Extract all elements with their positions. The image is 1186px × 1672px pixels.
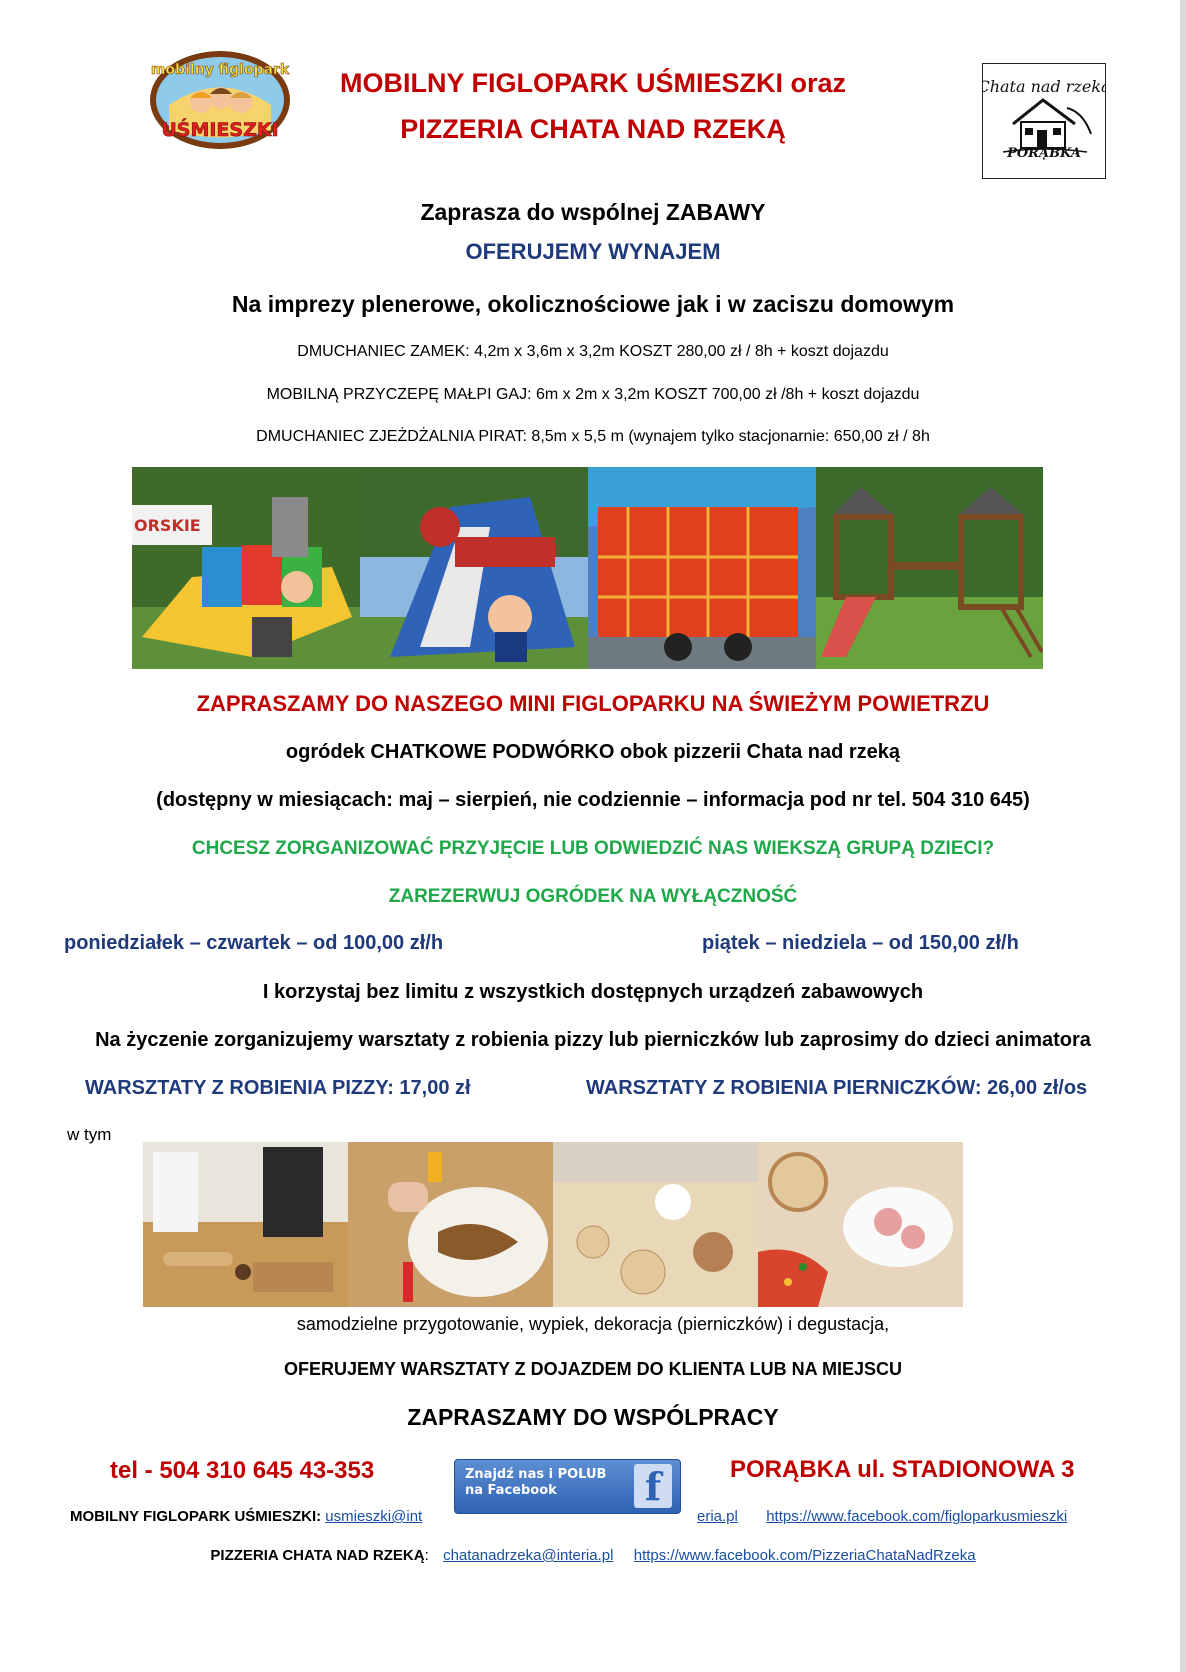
garden-availability: (dostępny w miesiącach: maj – sierpień, nie codziennie – informacja pod nr tel. 504 310 645)	[156, 789, 1030, 811]
garden-headline: ZAPRASZAMY DO NASZEGO MINI FIGLOPARKU NA ŚWIEŻYM POWIETRZU	[196, 691, 990, 716]
banner-text: ORSKIE	[134, 516, 201, 535]
figlopark-contact-row-right	[697, 1508, 1067, 1525]
chata-nad-rzeka-logo	[982, 63, 1106, 179]
reserve-text: ZAREZERWUJ OGRÓDEK NA WYŁĄCZNOŚĆ	[388, 886, 798, 907]
figlopark-facebook-link[interactable]: https://www.facebook.com/figloparkusmieszki	[766, 1508, 1068, 1525]
playground-photo	[816, 467, 1043, 669]
offer-heading: OFERUJEMY WYNAJEM	[465, 239, 721, 264]
logo-right-bottom-text: PORĄBKA	[1007, 146, 1081, 161]
facebook-button-label: Znajdź nas i POLUB na Facebook	[465, 1467, 607, 1498]
pirate-slide-photo	[360, 467, 588, 669]
facebook-like-button[interactable]	[454, 1459, 681, 1514]
pizzeria-facebook-link[interactable]: https://www.facebook.com/PizzeriaChataNadRzeka	[633, 1547, 976, 1564]
group-question: CHCESZ ZORGANIZOWAĆ PRZYJĘCIE LUB ODWIEDZIĆ NAS WIEKSZĄ GRUPĄ DZIECI?	[191, 838, 995, 859]
title-line-1: MOBILNY FIGLOPARK UŚMIESZKI oraz	[339, 68, 847, 98]
workshop-gingerbread-price: WARSZTATY Z ROBIENIA PIERNICZKÓW: 26,00 zł/os	[586, 1077, 1088, 1099]
workshop-offer: OFERUJEMY WARSZTATY Z DOJAZDEM DO KLIENTA LUB NA MIEJSCU	[283, 1359, 903, 1379]
monkey-grove-trailer-photo	[588, 467, 816, 669]
gingerbread-decorating-photo	[348, 1142, 553, 1307]
pizzeria-colon: :	[424, 1547, 429, 1564]
kids-rolling-dough-photo	[143, 1142, 348, 1307]
contact-address: PORĄBKA ul. STADIONOWA 3	[730, 1456, 1075, 1483]
figlopark-contact-row	[70, 1508, 422, 1525]
w-tym-label: w tym	[67, 1125, 112, 1144]
title-line-2: PIZZERIA CHATA NAD RZEKĄ	[400, 114, 786, 144]
price-weekday: poniedziałek – czwartek – od 100,00 zł/h	[64, 932, 444, 954]
price-weekend: piątek – niedziela – od 150,00 zł/h	[702, 932, 1019, 954]
figlopark-label: MOBILNY FIGLOPARK UŚMIESZKI:	[70, 1508, 322, 1525]
workshop-description: samodzielne przygotowanie, wypiek, dekoracja (pierniczków) i degustacja,	[296, 1314, 890, 1334]
logo-left-top-text: mobilny figlopark	[150, 62, 290, 78]
pizza-dough-prep-photo	[553, 1142, 758, 1307]
garden-name: ogródek CHATKOWE PODWÓRKO obok pizzerii Chata nad rzeką	[285, 741, 901, 763]
figlopark-email-link-end[interactable]: eria.pl	[697, 1508, 738, 1525]
cooperation-text: ZAPRASZAMY DO WSPÓLPRACY	[407, 1404, 779, 1430]
facebook-icon: f	[634, 1464, 672, 1508]
workshop-pizza-price: WARSZTATY Z ROBIENIA PIZZY: 17,00 zł	[85, 1077, 471, 1099]
pizzeria-email-link[interactable]: chatanadrzeka@interia.pl	[443, 1547, 614, 1564]
pizza-toppings-photo	[758, 1142, 963, 1307]
rental-castle: DMUCHANIEC ZAMEK: 4,2m x 3,6m x 3,2m KOSZT 280,00 zł / 8h + koszt dojazdu	[297, 343, 889, 360]
events-text: Na imprezy plenerowe, okolicznościowe jak i w zaciszu domowym	[231, 291, 955, 317]
invite-text: Zaprasza do wspólnej ZABAWY	[420, 199, 766, 225]
equipment-photo-strip	[132, 467, 1043, 669]
workshops-note: Na życzenie zorganizujemy warsztaty z robienia pizzy lub pierniczków lub zaprosimy do dzieci animatora	[95, 1029, 1091, 1051]
logo-left-bottom-text: UŚMIESZKI	[161, 119, 279, 141]
figlopark-email-link[interactable]: usmieszki@int	[325, 1508, 423, 1525]
unlimited-text: I korzystaj bez limitu z wszystkich dostępnych urządzeń zabawowych	[262, 981, 924, 1003]
pizzeria-contact-row	[0, 1547, 1186, 1564]
rental-pirate-slide: DMUCHANIEC ZJEŻDŻALNIA PIRAT: 8,5m x 5,5 m (wynajem tylko stacjonarnie: 650,00 zł / 8h	[256, 428, 930, 445]
rental-trailer: MOBILNĄ PRZYCZEPĘ MAŁPI GAJ: 6m x 2m x 3,2m KOSZT 700,00 zł /8h + koszt dojazdu	[266, 386, 920, 403]
contact-phone: tel - 504 310 645 43-353	[110, 1457, 375, 1484]
logo-right-top-text: Chata nad rzeką	[983, 77, 1105, 96]
pizzeria-label: PIZZERIA CHATA NAD RZEKĄ	[210, 1547, 425, 1564]
workshop-photo-strip	[143, 1142, 1032, 1307]
bouncy-castle-photo	[132, 467, 360, 669]
